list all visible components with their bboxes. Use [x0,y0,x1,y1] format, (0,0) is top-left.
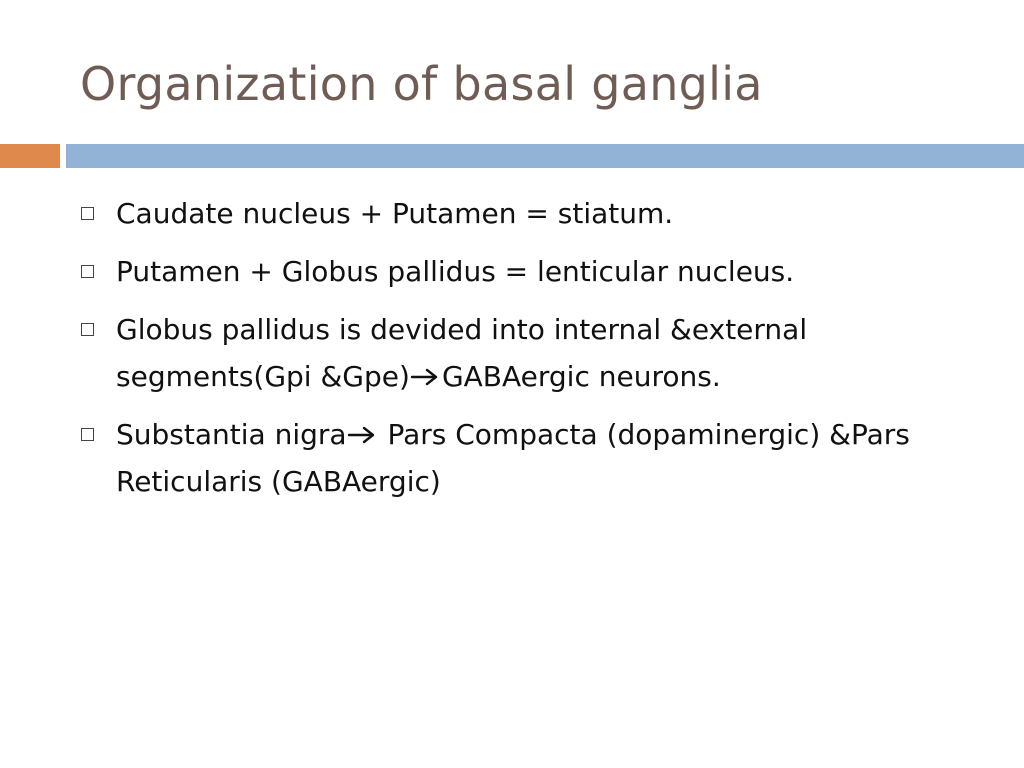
bullet-text-after-arrow: Pars Compacta (dopaminergic) &Pars Reticularis (GABAergic) [116,418,910,498]
bullet-text: Caudate nucleus + Putamen = stiatum. [116,197,674,230]
bullet-list [80,190,960,516]
bullet-text-after-arrow: GABAergic neurons. [441,360,721,393]
orange-accent-bar [0,144,60,168]
bullet-text-before-arrow: Substantia nigra [116,418,347,451]
blue-accent-bar [66,144,1024,168]
hollow-square-bullet-icon [81,428,94,441]
hollow-square-bullet-icon [81,265,94,278]
hollow-square-bullet-icon [81,323,94,336]
right-arrow-icon [410,366,440,388]
slide-title: Organization of basal ganglia [80,57,763,111]
bullet-item-lenticular-nucleus [80,248,960,295]
bullet-text: Putamen + Globus pallidus = lenticular nucleus. [116,255,795,288]
bullet-text-before-arrow: Globus pallidus is devided into internal &external segments(Gpi &Gpe) [116,313,808,393]
bullet-item-substantia-nigra [80,411,960,505]
right-arrow-icon [347,424,377,446]
bullet-item-striatum [80,190,960,237]
bullet-item-globus-pallidus [80,306,960,400]
hollow-square-bullet-icon [81,207,94,220]
